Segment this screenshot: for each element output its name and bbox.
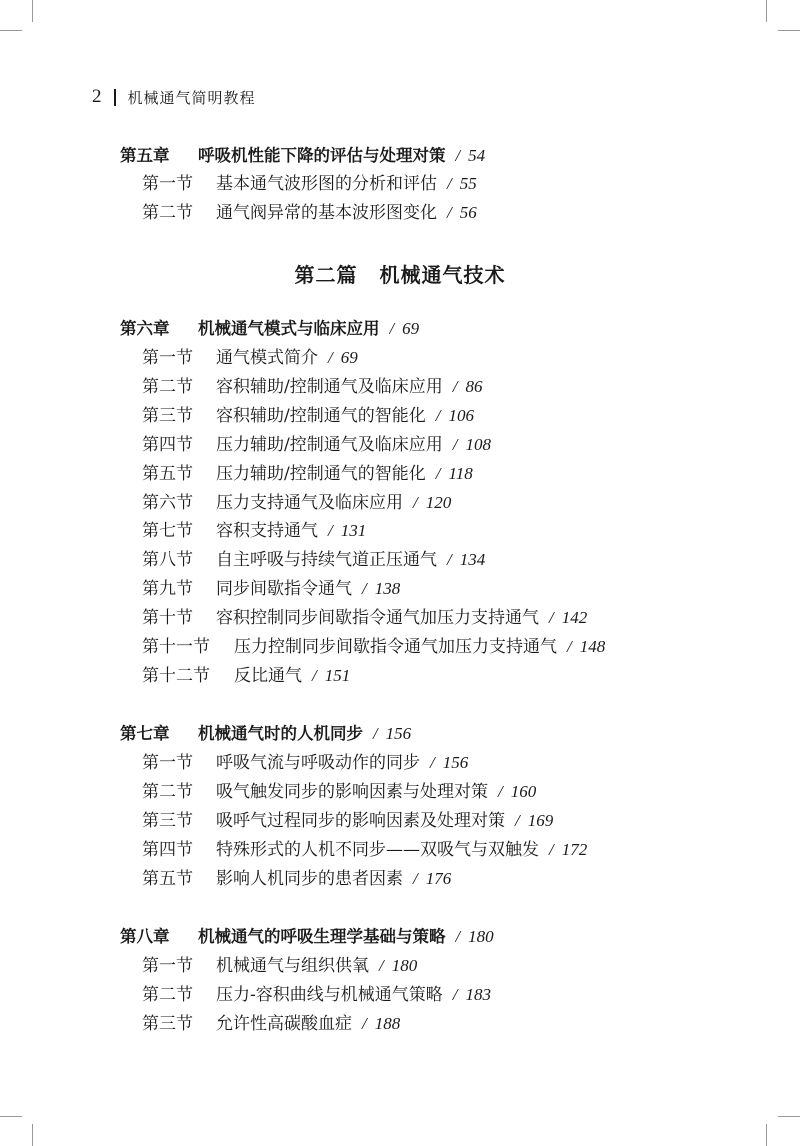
- separator: /: [435, 464, 441, 483]
- page-ref: 86: [465, 377, 483, 396]
- separator: /: [328, 348, 333, 367]
- section-title: 压力控制同步间歇指令通气加压力支持通气: [234, 637, 557, 657]
- separator: /: [452, 985, 458, 1004]
- section-number: 第三节: [142, 406, 193, 426]
- section-entry: [142, 955, 417, 977]
- section-entry: [142, 202, 477, 224]
- separator: /: [373, 724, 378, 743]
- page-ref: 134: [459, 550, 486, 569]
- section-title: 影响人机同步的患者因素: [216, 869, 403, 889]
- section-title: 允许性高碳酸血症: [216, 1014, 352, 1034]
- separator: /: [312, 666, 317, 685]
- page-ref: 131: [340, 521, 367, 540]
- separator: /: [328, 521, 333, 540]
- separator: /: [452, 435, 458, 454]
- section-number: 第十一节: [142, 637, 210, 657]
- page-ref: 55: [459, 174, 477, 193]
- section-number: 第五节: [142, 464, 193, 484]
- page-number: 2: [92, 86, 102, 107]
- section-title: 容积支持通气: [216, 521, 318, 541]
- section-number: 第一节: [142, 174, 193, 194]
- page-ref: 180: [468, 927, 494, 946]
- separator: /: [413, 869, 418, 888]
- page-ref: 176: [425, 869, 452, 888]
- section-entry: [142, 781, 536, 803]
- page-ref: 108: [465, 435, 491, 454]
- section-number: 第二节: [142, 203, 193, 223]
- section-title: 压力辅助/控制通气的智能化: [216, 464, 426, 484]
- section-entry: [142, 434, 491, 456]
- section-entry: [142, 376, 482, 398]
- section-title: 反比通气: [234, 666, 302, 686]
- section-title: 容积控制同步间歇指令通气加压力支持通气: [216, 608, 539, 628]
- separator: /: [379, 956, 384, 975]
- page-ref: 151: [324, 666, 351, 685]
- crop-mark: [766, 0, 767, 22]
- separator: /: [430, 753, 435, 772]
- crop-mark: [32, 0, 33, 22]
- section-number: 第一节: [142, 348, 193, 368]
- part-number: 第二篇: [294, 263, 358, 287]
- separator: /: [447, 174, 452, 193]
- page-ref: 69: [402, 319, 420, 338]
- section-entry: [142, 405, 474, 427]
- page-ref: 183: [465, 985, 491, 1004]
- crop-mark: [778, 30, 800, 31]
- crop-mark: [778, 1116, 800, 1117]
- section-number: 第十节: [142, 608, 193, 628]
- chapter-entry: [120, 723, 411, 745]
- section-title: 容积辅助/控制通气的智能化: [216, 406, 426, 426]
- separator: /: [362, 1014, 367, 1033]
- separator: /: [413, 493, 418, 512]
- separator: /: [515, 811, 520, 830]
- chapter-number: 第六章: [120, 319, 170, 338]
- section-entry: [142, 607, 587, 629]
- crop-mark: [766, 1124, 767, 1146]
- page-ref: 160: [510, 782, 537, 801]
- section-entry: [142, 810, 553, 832]
- chapter-title: 呼吸机性能下降的评估与处理对策: [198, 146, 446, 165]
- separator: /: [447, 203, 452, 222]
- page-ref: 69: [340, 348, 358, 367]
- section-number: 第三节: [142, 811, 193, 831]
- crop-mark: [32, 1124, 33, 1146]
- section-entry: [142, 752, 468, 774]
- page-ref: 120: [425, 493, 452, 512]
- section-entry: [142, 520, 366, 542]
- section-entry: [142, 578, 400, 600]
- header-divider: [114, 89, 116, 106]
- section-number: 第二节: [142, 985, 193, 1005]
- separator: /: [455, 927, 461, 946]
- section-number: 第七节: [142, 521, 193, 541]
- section-entry: [142, 549, 485, 571]
- crop-mark: [0, 30, 22, 31]
- section-title: 呼吸气流与呼吸动作的同步: [216, 753, 420, 773]
- section-number: 第二节: [142, 377, 193, 397]
- section-number: 第六节: [142, 493, 193, 513]
- section-number: 第二节: [142, 782, 193, 802]
- page-ref: 142: [561, 608, 588, 627]
- separator: /: [452, 377, 458, 396]
- page-ref: 56: [459, 203, 477, 222]
- part-name: 机械通气技术: [379, 263, 506, 287]
- section-number: 第五节: [142, 869, 193, 889]
- separator: /: [567, 637, 572, 656]
- section-number: 第三节: [142, 1014, 193, 1034]
- separator: /: [498, 782, 503, 801]
- separator: /: [389, 319, 395, 338]
- section-title: 特殊形式的人机不同步——双吸气与双触发: [216, 840, 539, 860]
- section-number: 第一节: [142, 956, 193, 976]
- section-title: 通气模式简介: [216, 348, 318, 368]
- page-ref: 54: [468, 146, 486, 165]
- section-title: 吸呼气过程同步的影响因素及处理对策: [216, 811, 505, 831]
- separator: /: [549, 608, 554, 627]
- section-entry: [142, 1013, 400, 1035]
- page-ref: 156: [442, 753, 469, 772]
- section-title: 吸气触发同步的影响因素与处理对策: [216, 782, 488, 802]
- separator: /: [455, 146, 461, 165]
- crop-mark: [0, 1116, 22, 1117]
- book-title: 机械通气简明教程: [127, 88, 256, 107]
- part-title: [0, 259, 800, 288]
- page-ref: 138: [374, 579, 401, 598]
- section-number: 第四节: [142, 840, 193, 860]
- page-ref: 118: [448, 464, 473, 483]
- chapter-title: 机械通气模式与临床应用: [198, 319, 380, 338]
- section-number: 第十二节: [142, 666, 210, 686]
- page-ref: 180: [391, 956, 418, 975]
- section-title: 压力支持通气及临床应用: [216, 493, 403, 513]
- separator: /: [362, 579, 367, 598]
- section-title: 压力辅助/控制通气及临床应用: [216, 435, 443, 455]
- section-title: 同步间歇指令通气: [216, 579, 352, 599]
- section-entry: [142, 173, 477, 195]
- chapter-number: 第八章: [120, 927, 170, 946]
- section-entry: [142, 347, 358, 369]
- separator: /: [447, 550, 452, 569]
- section-title: 通气阀异常的基本波形图变化: [216, 203, 437, 223]
- separator: /: [549, 840, 554, 859]
- section-number: 第四节: [142, 435, 193, 455]
- chapter-entry: [120, 926, 494, 948]
- chapter-number: 第五章: [120, 146, 170, 165]
- section-entry: [142, 839, 587, 861]
- section-entry: [142, 984, 491, 1006]
- section-title: 压力-容积曲线与机械通气策略: [216, 985, 443, 1005]
- section-number: 第八节: [142, 550, 193, 570]
- chapter-number: 第七章: [120, 724, 170, 743]
- separator: /: [435, 406, 441, 425]
- section-title: 基本通气波形图的分析和评估: [216, 174, 437, 194]
- chapter-entry: [120, 318, 419, 340]
- page-ref: 156: [385, 724, 412, 743]
- chapter-title: 机械通气时的人机同步: [198, 724, 363, 743]
- section-entry: [142, 492, 451, 514]
- page-ref: 172: [561, 840, 588, 859]
- section-title: 机械通气与组织供氧: [216, 956, 369, 976]
- section-entry: [142, 868, 451, 890]
- section-entry: [142, 463, 473, 485]
- running-header: [92, 86, 256, 108]
- section-title: 容积辅助/控制通气及临床应用: [216, 377, 443, 397]
- page-ref: 148: [579, 637, 606, 656]
- page-ref: 106: [448, 406, 474, 425]
- page-ref: 188: [374, 1014, 401, 1033]
- section-entry: [142, 636, 605, 658]
- section-number: 第一节: [142, 753, 193, 773]
- page-ref: 169: [527, 811, 554, 830]
- chapter-entry: [120, 145, 485, 167]
- chapter-title: 机械通气的呼吸生理学基础与策略: [198, 927, 446, 946]
- section-number: 第九节: [142, 579, 193, 599]
- section-entry: [142, 665, 350, 687]
- section-title: 自主呼吸与持续气道正压通气: [216, 550, 437, 570]
